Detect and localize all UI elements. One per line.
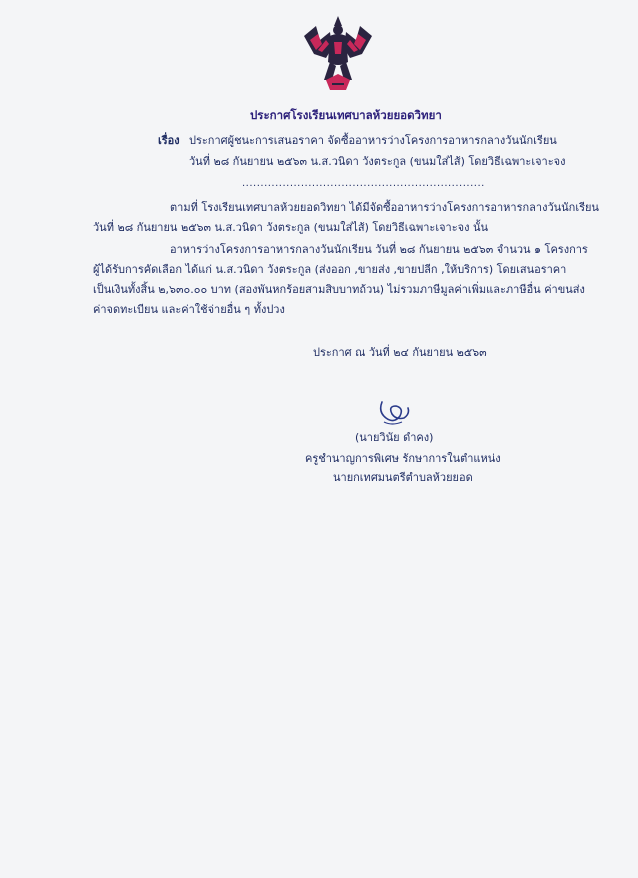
paragraph-2-line-2: ผู้ได้รับการคัดเลือก ได้แก่ น.ส.วนิดา วังตระกูล (ส่งออก ,ขายส่ง ,ขายปลีก ,ให้บริการ) โดยเสนอราคา [93,263,567,276]
document-title: ประกาศโรงเรียนเทศบาลห้วยยอดวิทยา [250,108,442,122]
announcement-date: ประกาศ ณ วันที่ ๒๔ กันยายน ๒๕๖๓ [313,346,487,359]
garuda-emblem-icon [296,14,380,94]
paragraph-2-line-3: เป็นเงินทั้งสิ้น ๒,๖๓๐.๐๐ บาท (สองพันหกร้อยสามสิบบาทถ้วน) ไม่รวมภาษีมูลค่าเพิ่มและภาษีอื่น ค่าขนส่ง [93,283,585,296]
signatory-position-2: นายกเทศมนตรีตำบลห้วยยอด [333,471,473,484]
subject-line-2: วันที่ ๒๘ กันยายน ๒๕๖๓ น.ส.วนิดา วังตระกูล (ขนมใส่ไส้) โดยวิธีเฉพาะเจาะจง [189,155,566,168]
signatory-name: (นายวินัย ดำคง) [355,431,434,444]
paragraph-2-line-4: ค่าจดทะเบียน และค่าใช้จ่ายอื่น ๆ ทั้งปวง [93,303,285,316]
signatory-position-1: ครูชำนาญการพิเศษ รักษาการในตำแหน่ง [305,452,501,465]
signature-icon [374,398,414,428]
paragraph-1-line-1: ตามที่ โรงเรียนเทศบาลห้วยยอดวิทยา ได้มีจัดซื้ออาหารว่างโครงการอาหารกลางวันนักเรียน [170,201,599,214]
paragraph-2-line-1: อาหารว่างโครงการอาหารกลางวันนักเรียน วันที่ ๒๘ กันยายน ๒๕๖๓ จำนวน ๑ โครงการ [170,243,588,256]
paragraph-1-line-2: วันที่ ๒๘ กันยายน ๒๕๖๓ น.ส.วนิดา วังตระกูล (ขนมใส่ไส้) โดยวิธีเฉพาะเจาะจง นั้น [93,221,488,234]
subject-line-1: ประกาศผู้ชนะการเสนอราคา จัดซื้ออาหารว่างโครงการอาหารกลางวันนักเรียน [189,134,557,147]
dotted-separator: .................................................................. [242,178,485,189]
subject-label: เรื่อง [158,134,180,147]
